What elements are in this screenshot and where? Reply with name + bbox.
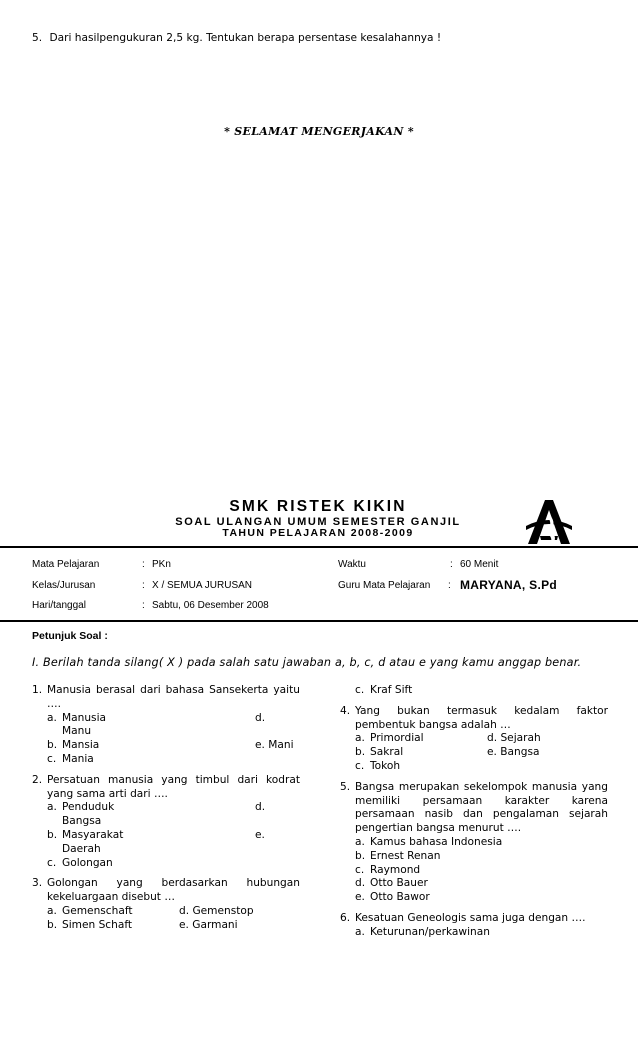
option-d-letter: d.: [255, 801, 266, 814]
question-text: Persatuan manusia yang timbul dari kodrat yang sama arti dari ….: [47, 773, 300, 800]
option-d-letter: d.: [255, 711, 266, 724]
option-d-text: Bangsa: [62, 815, 102, 828]
question-5: [32, 31, 441, 45]
time-label: Waktu: [338, 559, 366, 570]
option-b-letter: b.: [47, 828, 58, 841]
option-e: e. Mani: [255, 739, 294, 752]
question-5-list: [340, 781, 608, 905]
option-c-letter: c.: [47, 856, 57, 869]
option-a-text: Primordial: [370, 732, 424, 745]
instructions-heading: Petunjuk Soal :: [32, 630, 108, 642]
option-e-text: Daerah: [62, 842, 101, 855]
option-letter: b.: [355, 849, 366, 862]
option-b-letter: b.: [47, 918, 58, 931]
option-text: Raymond: [370, 863, 421, 876]
right-column: [340, 684, 608, 947]
option-c-letter: c.: [355, 684, 365, 696]
option-letter: d.: [355, 877, 366, 890]
option-b-text: Sakral: [370, 746, 404, 759]
question-number: 5.: [340, 780, 351, 793]
teacher-value: MARYANA, S.Pd: [460, 578, 558, 592]
option-c-letter: c.: [355, 759, 365, 772]
question-text: Bangsa merupakan sekelompok manusia yang memiliki persamaan karakter karena persamaan nasib dan pengalaman sejarah pengertian bangsa menurut ….: [355, 780, 608, 835]
teacher-sep: :: [448, 580, 451, 591]
question-number: 1.: [32, 684, 43, 696]
option-c-text: Mania: [62, 752, 94, 765]
date-label: Hari/tanggal: [32, 600, 86, 611]
option-a-text: Gemenschaft: [62, 904, 133, 917]
option-a-text: Keturunan/perkawinan: [370, 925, 490, 938]
question-1: [32, 684, 300, 767]
option-e: e. Garmani: [179, 918, 238, 931]
date-sep: :: [142, 600, 145, 611]
option-letter: c.: [355, 863, 365, 876]
option-a-letter: a.: [47, 904, 57, 917]
question-text: Manusia berasal dari bahasa Sansekerta yaitu ….: [47, 684, 300, 710]
option-e: e. Bangsa: [487, 746, 540, 759]
instructions-text: I. Berilah tanda silang( X ) pada salah satu jawaban a, b, c, d atau e yang kamu anggap benar.: [32, 656, 582, 669]
date-value: Sabtu, 06 Desember 2008: [152, 600, 269, 611]
option-b-text: Masyarakat: [62, 828, 124, 841]
teacher-label: Guru Mata Pelajaran: [338, 580, 431, 591]
option-d: d. Sejarah: [487, 732, 541, 745]
subject-label: Mata Pelajaran: [32, 559, 100, 570]
header-rule: [0, 546, 638, 548]
option-c-text: Golongan: [62, 856, 113, 869]
option-letter: a.: [355, 835, 365, 848]
subject-sep: :: [142, 559, 145, 570]
option-c-text: Kraf Sift: [370, 684, 413, 696]
school-logo: [524, 496, 574, 546]
subject-value: PKn: [152, 559, 171, 570]
class-sep: :: [142, 580, 145, 591]
closing-message: * SELAMAT MENGERJAKAN *: [224, 125, 414, 138]
question-3: [32, 877, 300, 932]
left-column: [32, 684, 300, 940]
option-c-letter: c.: [47, 752, 57, 765]
question-number: 4.: [340, 704, 351, 717]
exam-title: SOAL ULANGAN UMUM SEMESTER GANJIL: [175, 516, 461, 528]
option-text: Otto Bauer: [370, 877, 428, 890]
option-text: Otto Bawor: [370, 891, 430, 904]
question-2: [32, 774, 300, 871]
question-text: Dari hasilpengukuran 2,5 kg. Tentukan berapa persentase kesalahannya !: [49, 32, 442, 44]
question-number: 2.: [32, 773, 43, 786]
option-d: d. Gemenstop: [179, 904, 254, 917]
question-text: Golongan yang berdasarkan hubungan kekeluargaan disebut …: [47, 877, 300, 904]
question-number: 3.: [32, 877, 43, 890]
option-a-text: Penduduk: [62, 801, 115, 814]
question-text: Kesatuan Geneologis sama juga dengan ….: [355, 911, 586, 924]
option-letter: e.: [355, 891, 365, 904]
option-b-letter: b.: [47, 739, 58, 752]
option-b-letter: b.: [355, 746, 366, 759]
question-text: Yang bukan termasuk kedalam faktor pembentuk bangsa adalah …: [355, 704, 608, 731]
option-c-text: Tokoh: [370, 759, 401, 772]
option-a-letter: a.: [47, 711, 57, 724]
option-a-letter: a.: [47, 801, 57, 814]
question-3-continued: [340, 684, 608, 698]
question-6: [340, 912, 608, 940]
time-value: 60 Menit: [460, 559, 499, 570]
option-b-text: Simen Schaft: [62, 918, 133, 931]
question-4: [340, 705, 608, 774]
class-label: Kelas/Jurusan: [32, 580, 96, 591]
academic-year: TAHUN PELAJARAN 2008-2009: [222, 527, 414, 539]
question-number: 5.: [32, 32, 43, 44]
option-d-text: Manu: [62, 725, 92, 738]
option-a-letter: a.: [355, 732, 365, 745]
time-sep: :: [450, 559, 453, 570]
question-number: 6.: [340, 911, 351, 924]
option-text: Ernest Renan: [370, 849, 441, 862]
option-b-text: Mansia: [62, 739, 100, 752]
option-e-letter: e.: [255, 828, 265, 841]
info-rule: [0, 620, 638, 622]
option-a-text: Manusia: [62, 711, 107, 724]
option-text: Kamus bahasa Indonesia: [370, 835, 503, 848]
class-value: X / SEMUA JURUSAN: [152, 580, 253, 591]
option-a-letter: a.: [355, 925, 365, 938]
school-name: SMK RISTEK KIKIN: [229, 498, 407, 515]
